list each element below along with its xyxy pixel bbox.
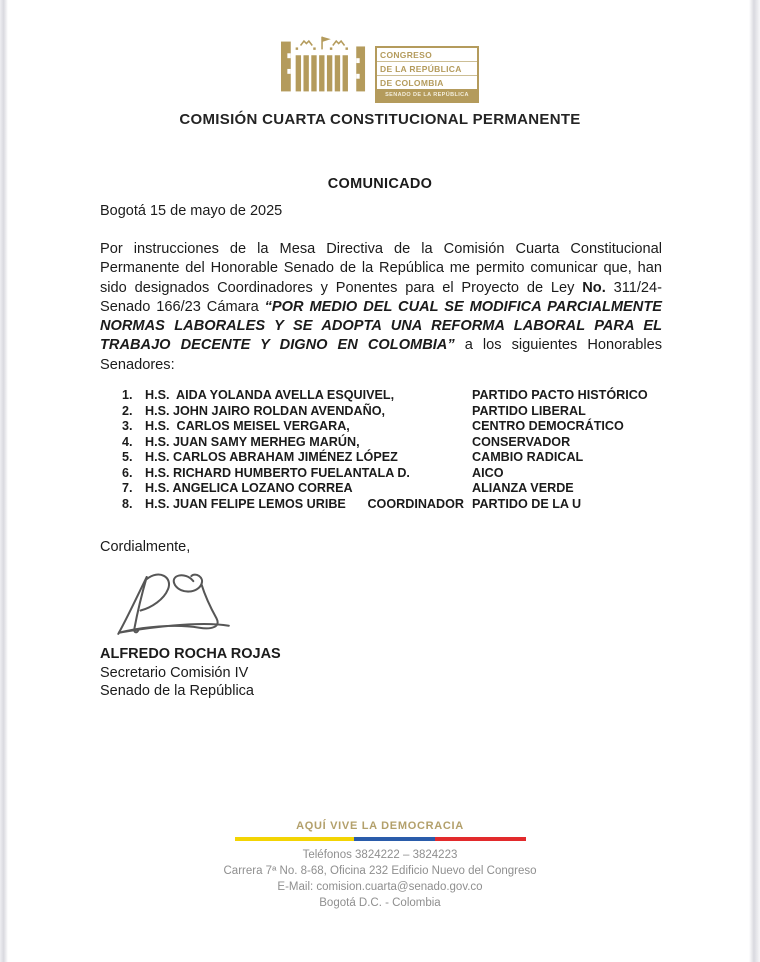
flag-yellow-segment bbox=[235, 837, 354, 841]
flag-red-segment bbox=[435, 837, 525, 841]
senator-party: PARTIDO PACTO HISTÓRICO bbox=[472, 388, 648, 402]
senator-row bbox=[122, 466, 662, 482]
paragraph-close: a los siguientes Honorables Senadores: bbox=[100, 337, 663, 373]
senator-number: 6. bbox=[122, 465, 133, 480]
senator-party: ALIANZA VERDE bbox=[472, 481, 574, 495]
senator-row bbox=[122, 435, 662, 451]
senator-role bbox=[464, 404, 472, 420]
senator-row bbox=[122, 388, 662, 404]
senator-role bbox=[464, 388, 472, 404]
senator-role bbox=[464, 435, 472, 451]
footer-contact-block bbox=[0, 847, 760, 911]
footer-phone: Teléfonos 3824222 – 3824223 bbox=[302, 849, 458, 861]
senator-name: H.S. ANGELICA LOZANO CORREA bbox=[145, 481, 353, 495]
footer-email: E-Mail: comision.cuarta@senado.gov.co bbox=[277, 881, 483, 893]
congress-logo bbox=[281, 34, 479, 103]
senator-name: H.S. RICHARD HUMBERTO FUELANTALA D. bbox=[145, 465, 410, 480]
bill-number-label: No. bbox=[582, 279, 606, 296]
senator-name: H.S. CARLOS MEISEL VERGARA, bbox=[145, 419, 350, 433]
senator-number: 2. bbox=[122, 403, 133, 418]
senator-number: 4. bbox=[122, 434, 133, 449]
place-date: Bogotá 15 de mayo de 2025 bbox=[100, 203, 283, 219]
senator-row bbox=[122, 404, 662, 420]
senator-role: COORDINADOR bbox=[367, 496, 464, 511]
congress-columns-icon bbox=[281, 34, 367, 103]
signature-image bbox=[106, 571, 232, 650]
senator-role bbox=[464, 419, 472, 435]
bill-reference: 311/24-Senado 166/23 Cámara bbox=[100, 279, 662, 315]
senator-role bbox=[464, 481, 472, 497]
senator-row bbox=[122, 450, 662, 466]
senator-name: H.S. JOHN JAIRO ROLDAN AVENDAÑO, bbox=[145, 403, 386, 418]
closing-salutation: Cordialmente, bbox=[100, 539, 191, 555]
senator-role bbox=[464, 466, 472, 482]
signatory-name: ALFREDO ROCHA ROJAS bbox=[100, 646, 281, 662]
senator-number: 3. bbox=[122, 419, 133, 433]
senator-party: PARTIDO DE LA U bbox=[472, 496, 582, 511]
body-paragraph bbox=[100, 240, 662, 375]
footer-slogan: AQUÍ VIVE LA DEMOCRACIA bbox=[296, 820, 464, 832]
senator-row bbox=[122, 481, 662, 497]
senator-party: CONSERVADOR bbox=[472, 434, 571, 449]
logo-line-2: DE LA REPÚBLICA bbox=[377, 62, 477, 76]
senator-name: H.S. AIDA YOLANDA AVELLA ESQUIVEL, bbox=[145, 388, 395, 402]
footer bbox=[0, 820, 760, 911]
bill-title-quote: “POR MEDIO DEL CUAL SE MODIFICA PARCIALMENTE NORMAS LABORALES Y SE ADOPTA UNA REFORMA LABORAL PARA EL TRABAJO DECENTE Y DIGNO EN COLOMBIA” bbox=[100, 298, 662, 354]
signatory-block bbox=[100, 645, 281, 701]
footer-address: Carrera 7ª No. 8-68, Oficina 232 Edificio Nuevo del Congreso bbox=[223, 865, 537, 877]
colombia-flag-divider bbox=[235, 837, 526, 841]
senator-number: 8. bbox=[122, 496, 133, 511]
senator-name: H.S. JUAN FELIPE LEMOS URIBE bbox=[145, 496, 346, 511]
logo-line-3: DE COLOMBIA bbox=[380, 78, 444, 88]
logo-line-1: CONGRESO bbox=[377, 48, 477, 62]
senator-name: H.S. JUAN SAMY MERHEG MARÚN, bbox=[145, 434, 360, 449]
logo-strip: SENADO DE LA REPÚBLICA bbox=[377, 89, 477, 101]
commission-title: COMISIÓN CUARTA CONSTITUCIONAL PERMANENTE bbox=[179, 111, 581, 128]
senator-number: 5. bbox=[122, 450, 133, 464]
senator-row bbox=[122, 497, 662, 513]
page-edge-right bbox=[749, 0, 760, 962]
footer-city: Bogotá D.C. - Colombia bbox=[319, 897, 441, 909]
senators-list bbox=[122, 388, 662, 512]
signatory-org: Senado de la República bbox=[100, 683, 254, 700]
senator-party: CAMBIO RADICAL bbox=[472, 450, 584, 464]
flag-blue-segment bbox=[354, 837, 435, 841]
senator-role bbox=[464, 450, 472, 466]
paragraph-intro: Por instrucciones de la Mesa Directiva de la Comisión Cuarta Constitucional Permanente del Honorable Senado de la República me permito comunicar que, han sido designados Coordinadores y Ponentes para el Proyecto de Ley bbox=[100, 241, 662, 296]
signatory-title: Secretario Comisión IV bbox=[100, 664, 249, 681]
senator-number: 7. bbox=[122, 481, 133, 495]
senator-number: 1. bbox=[122, 388, 133, 402]
senator-party: CENTRO DEMOCRÁTICO bbox=[472, 419, 624, 433]
logo-text-box bbox=[375, 46, 479, 103]
document-type-heading: COMUNICADO bbox=[327, 176, 433, 192]
page-edge-left bbox=[0, 0, 8, 962]
senator-party: PARTIDO LIBERAL bbox=[472, 403, 586, 418]
senator-row bbox=[122, 419, 662, 435]
senator-name: H.S. CARLOS ABRAHAM JIMÉNEZ LÓPEZ bbox=[145, 450, 398, 464]
senator-party: AICO bbox=[472, 465, 504, 480]
